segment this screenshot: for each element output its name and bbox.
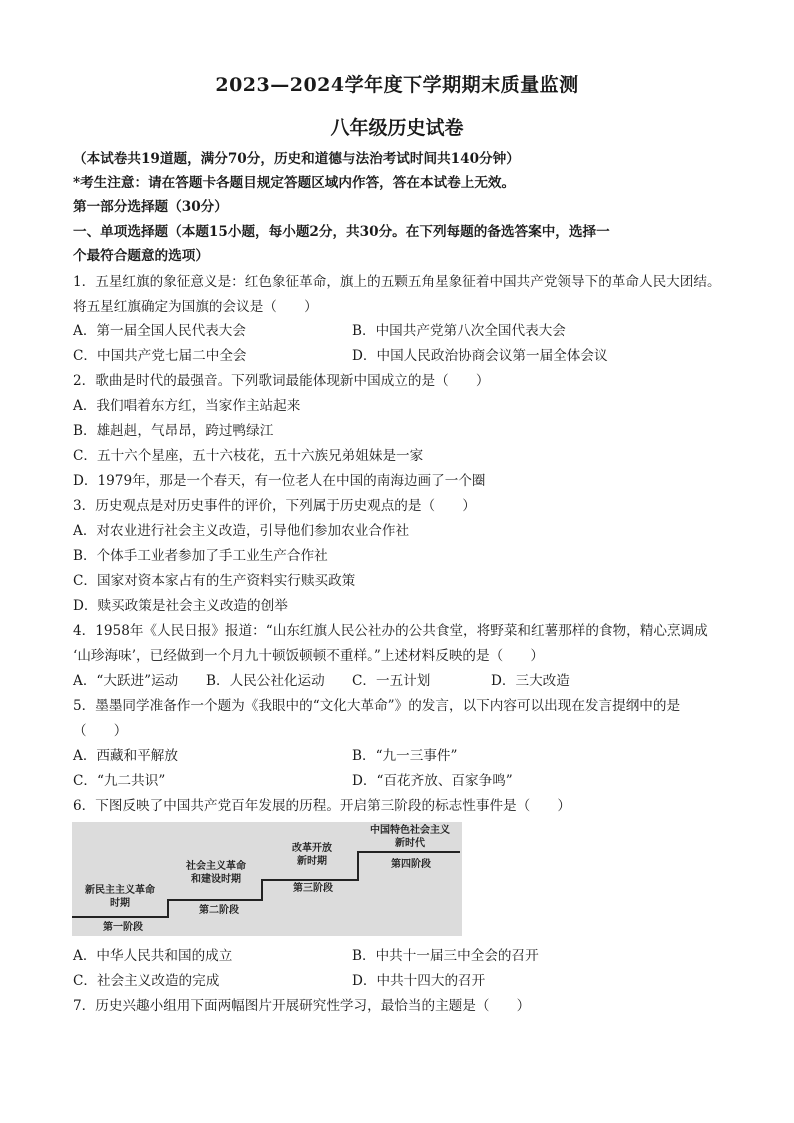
stage2-period-line1: 社会主义革命 xyxy=(186,861,246,872)
stage3-label: 第三阶段 xyxy=(293,883,333,894)
q6-option-d: D．中共十四大的召开 xyxy=(352,973,486,989)
stage1-period xyxy=(74,884,166,910)
stage3-period-line2: 新时期 xyxy=(297,856,327,867)
q7-stem: 7．历史兴趣小组用下面两幅图片开展研究性学习，最恰当的主题是（ ） xyxy=(73,998,531,1014)
stage3-period xyxy=(266,842,358,868)
q5-option-d: D．“百花齐放、百家争鸣” xyxy=(352,773,513,789)
q1-stem-line1: 1．五星红旗的象征意义是：红色象征革命，旗上的五颗五角星象征着中国共产党领导下的革命人民大团结。 xyxy=(73,274,721,290)
stage3-period-line1: 改革开放 xyxy=(292,843,332,854)
stage2-period xyxy=(170,860,262,886)
q5-stem-line1: 5．墨墨同学准备作一个题为《我眼中的“文化大革命”》的发言，以下内容可以出现在发言提纲中的是 xyxy=(73,698,681,714)
stage1-label: 第一阶段 xyxy=(103,922,143,933)
q2-option-b: B．雄赳赳，气昂昂，跨过鸭绿江 xyxy=(73,423,274,439)
exam-info: （本试卷共19道题，满分70分，历史和道德与法治考试时间共140分钟） xyxy=(73,151,520,167)
party-history-staircase-figure xyxy=(72,822,462,936)
q6-option-a: A．中华人民共和国的成立 xyxy=(73,948,233,964)
q2-option-a: A．我们唱着东方红，当家作主站起来 xyxy=(73,398,301,414)
q4-stem-line2: ‘山珍海味’，已经做到一个月九十顿饭顿顿不重样。”上述材料反映的是（ ） xyxy=(73,648,544,664)
exam-subtitle: 八年级历史试卷 xyxy=(330,117,464,139)
stage4-period xyxy=(360,824,460,850)
q5-option-b: B．“九一三事件” xyxy=(352,748,458,764)
q3-stem: 3．历史观点是对历史事件的评价，下列属于历史观点的是（ ） xyxy=(73,498,476,514)
q4-stem-line1: 4．1958年《人民日报》报道：“山东红旗人民公社办的公共食堂，将野菜和红薯那样的食物，精心烹调成 xyxy=(73,623,708,639)
q6-option-c: C．社会主义改造的完成 xyxy=(73,973,220,989)
q5-stem-line2: （ ） xyxy=(73,723,128,739)
q1-option-d: D．中国人民政治协商会议第一届全体会议 xyxy=(352,348,608,364)
section-instruction-line2: 个最符合题意的选项） xyxy=(73,248,209,264)
q1-option-b: B．中国共产党第八次全国代表大会 xyxy=(352,323,566,339)
part-title: 第一部分选择题（30分） xyxy=(73,199,228,215)
q6-option-b: B．中共十一届三中全会的召开 xyxy=(352,948,539,964)
stage4-period-line2: 新时代 xyxy=(395,838,425,849)
q6-stem: 6．下图反映了中国共产党百年发展的历程。开启第三阶段的标志性事件是（ ） xyxy=(73,798,572,814)
q1-option-c: C．中国共产党七届二中全会 xyxy=(73,348,247,364)
q5-option-a: A．西藏和平解放 xyxy=(73,748,178,764)
exam-title: 2023—2024学年度下学期期末质量监测 xyxy=(215,74,579,96)
q2-option-c: C．五十六个星座，五十六枝花，五十六族兄弟姐妹是一家 xyxy=(73,448,424,464)
stage4-label: 第四阶段 xyxy=(391,859,431,870)
q4-option-c: C．一五计划 xyxy=(352,673,431,689)
stage1-period-line2: 时期 xyxy=(110,898,130,909)
exam-notice: *考生注意：请在答题卡各题目规定答题区域内作答，答在本试卷上无效。 xyxy=(73,175,516,191)
q3-option-b: B．个体手工业者参加了手工业生产合作社 xyxy=(73,548,328,564)
stage2-label: 第二阶段 xyxy=(199,905,239,916)
section-instruction-line1: 一、单项选择题（本题15小题，每小题2分，共30分。在下列每题的备选答案中，选择一 xyxy=(73,224,610,240)
q4-option-d: D．三大改造 xyxy=(491,673,570,689)
q2-stem: 2．歌曲是时代的最强音。下列歌词最能体现新中国成立的是（ ） xyxy=(73,373,490,389)
q4-option-b: B．人民公社化运动 xyxy=(206,673,325,689)
stage1-period-line1: 新民主主义革命 xyxy=(85,885,155,896)
q3-option-c: C．国家对资本家占有的生产资料实行赎买政策 xyxy=(73,573,356,589)
q1-stem-line2: 将五星红旗确定为国旗的会议是（ ） xyxy=(73,299,318,315)
q3-option-a: A．对农业进行社会主义改造，引导他们参加农业合作社 xyxy=(73,523,410,539)
stage2-period-line2: 和建设时期 xyxy=(191,874,241,885)
q2-option-d: D．1979年，那是一个春天，有一位老人在中国的南海边画了一个圈 xyxy=(73,473,486,489)
q4-option-a: A．“大跃进”运动 xyxy=(73,673,179,689)
stage4-period-line1: 中国特色社会主义 xyxy=(370,825,450,836)
q5-option-c: C．“九二共识” xyxy=(73,773,166,789)
q3-option-d: D．赎买政策是社会主义改造的创举 xyxy=(73,598,288,614)
q1-option-a: A．第一届全国人民代表大会 xyxy=(73,323,246,339)
